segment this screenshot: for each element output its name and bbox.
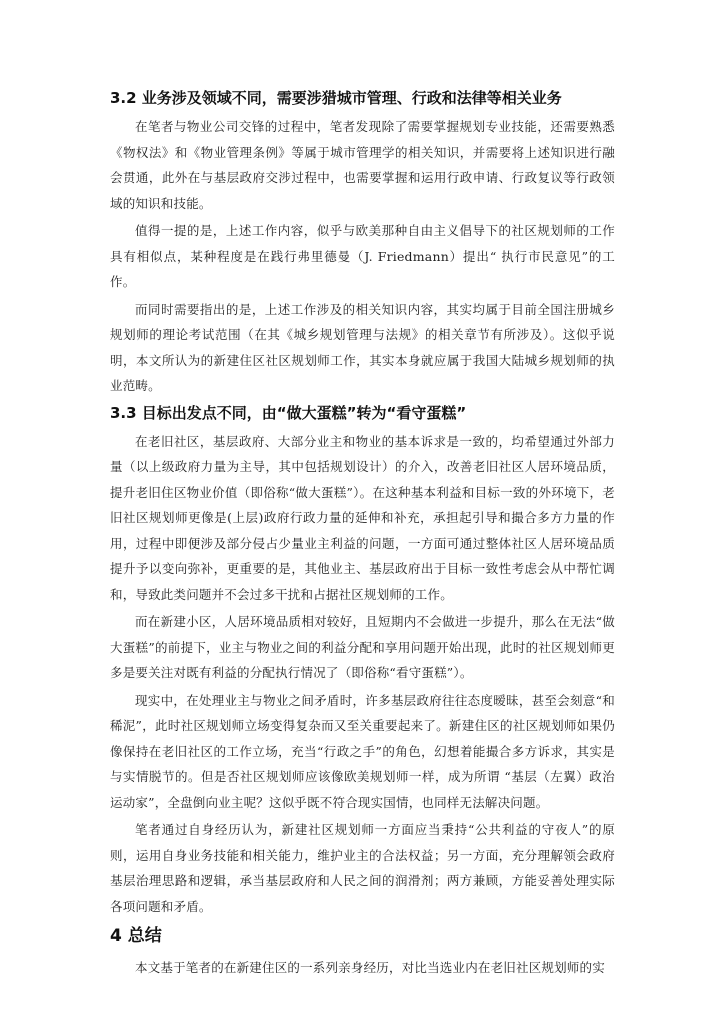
paragraph: 本文基于笔者的在新建住区的一系列亲身经历，对比当选业内在老旧社区规划师的实 — [135, 960, 605, 975]
page-body — [110, 86, 615, 983]
paragraph: 现实中，在处理业主与物业之间矛盾时，许多基层政府往往态度暧昧，甚至会刻意“和稀泥”，此时社区规划师立场变得复杂而又至关重要起来了。新建住区的社区规划师如果仍像保持在老旧社区的工作立场，充当“行政之手”的角色，幻想着能撮合多方诉求，其实是与实情脱节的。但是否社区规划师应该像欧美规划师一样，成为所谓 “基层（左翼）政治运动家”，全盘倒向业主呢？这似乎既不符合现实国情，也同样无法解决问题。 — [110, 692, 615, 810]
paragraph: 而在新建小区，人居环境品质相对较好，且短期内不会做进一步提升，那么在无法“做大蛋糕”的前提下，业主与物业之间的利益分配和享用问题开始出现，此时的社区规划师更多是要关注对既有利益的分配执行情况了（即俗称“看守蛋糕”）。 — [110, 614, 615, 680]
section-heading-4: 4 总结 — [110, 926, 162, 946]
paragraph: 值得一提的是，上述工作内容，似乎与欧美那种自由主义倡导下的社区规划师的工作具有相似点，某种程度是在践行弗里德曼（J. Friedmann）提出“ 执行市民意见”的工作。 — [110, 223, 615, 289]
paragraph: 而同时需要指出的是，上述工作涉及的相关知识内容，其实均属于目前全国注册城乡规划师的理论考试范围（在其《城乡规划管理与法规》的相关章节有所涉及）。这似乎说明，本文所认为的新建住区社区规划师工作，其实本身就应属于我国大陆城乡规划师的执业范畴。 — [110, 301, 615, 393]
section-heading-3-2: 3.2 业务涉及领域不同，需要涉猎城市管理、行政和法律等相关业务 — [110, 89, 562, 107]
paragraph: 笔者通过自身经历认为，新建社区规划师一方面应当秉持“公共利益的守夜人”的原则，运用自身业务技能和相关能力，维护业主的合法权益；另一方面，充分理解领会政府基层治理思路和逻辑，承当基层政府和人民之间的润滑剂；两方兼顾，方能妥善处理实际各项问题和矛盾。 — [110, 822, 615, 914]
paragraph: 在笔者与物业公司交锋的过程中，笔者发现除了需要掌握规划专业技能，还需要熟悉《物权法》和《物业管理条例》等属于城市管理学的相关知识，并需要将上述知识进行融会贯通，此外在与基层政府交涉过程中，也需要掌握和运用行政申请、行政复议等行政领域的知识和技能。 — [110, 119, 615, 211]
paragraph: 在老旧社区，基层政府、大部分业主和物业的基本诉求是一致的，均希望通过外部力量（以上级政府力量为主导，其中包括规划设计）的介入，改善老旧社区人居环境品质，提升老旧住区物业价值（即俗称“做大蛋糕”）。在这种基本利益和目标一致的外环境下，老旧社区规划师更像是(上层)政府行政力量的延伸和补充，承担起引导和撮合多方力量的作用，过程中即便涉及部分侵占少量业主利益的问题，一方面可通过整体社区人居环境品质提升予以变向弥补，更重要的是，其他业主、基层政府出于目标一致性考虑会从中帮忙调和，导致此类问题并不会过多干扰和占据社区规划师的工作。 — [110, 433, 615, 602]
section-heading-3-3: 3.3 目标出发点不同，由“做大蛋糕”转为“看守蛋糕” — [110, 403, 467, 422]
